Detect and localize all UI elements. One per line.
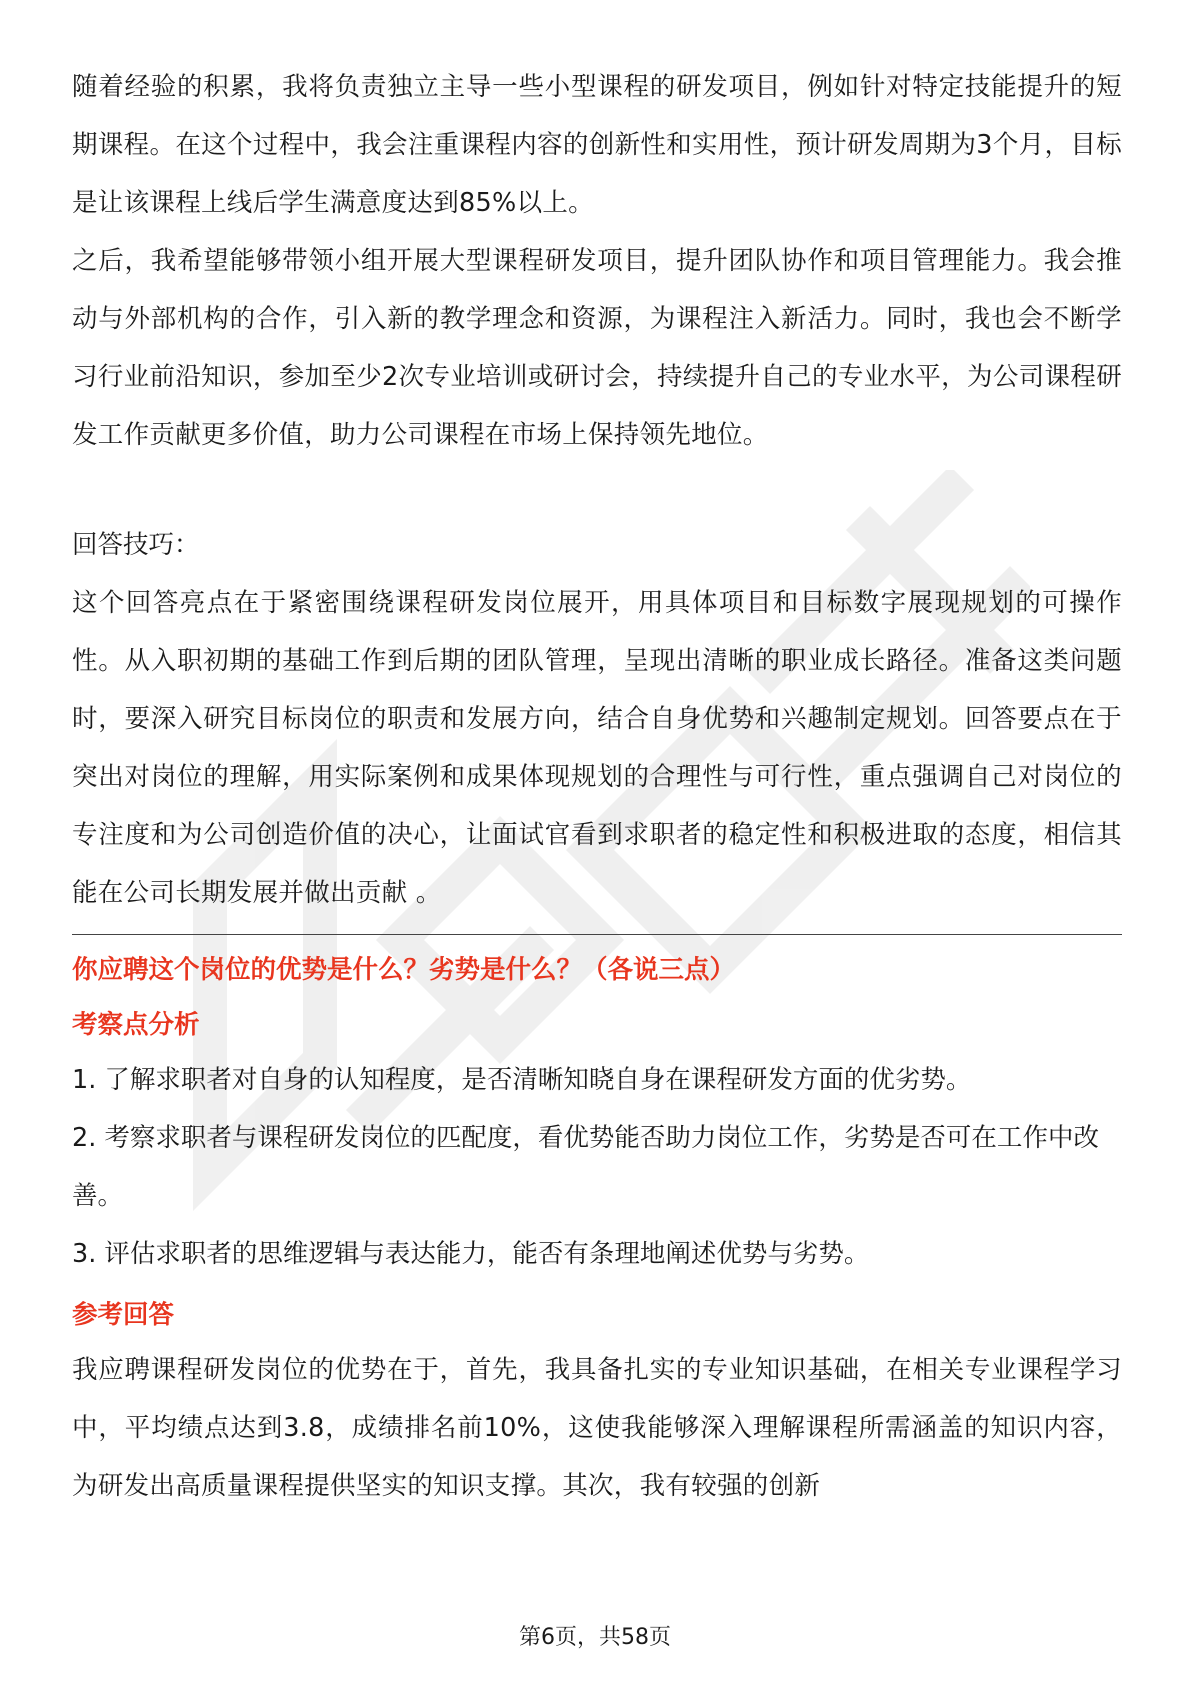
analysis-item-1: 1. 了解求职者对自身的认知程度，是否清晰知晓自身在课程研发方面的优劣势。 xyxy=(72,1065,972,1095)
page-content xyxy=(72,58,1122,1515)
analysis-title: 考察点分析 xyxy=(72,1010,200,1040)
reference-text: 我应聘课程研发岗位的优势在于，首先，我具备扎实的专业知识基础，在相关专业课程学习中，平均绩点达到3.8，成绩排名前10%，这使我能够深入理解课程所需涵盖的知识内容，为研发出高质量课程提供坚实的知识支撑。其次，我有较强的创新 xyxy=(72,1355,1122,1501)
paragraph-plan-late: 之后，我希望能够带领小组开展大型课程研发项目，提升团队协作和项目管理能力。我会推动与外部机构的合作，引入新的教学理念和资源，为课程注入新活力。同时，我也会不断学习行业前沿知识，参加至少2次专业培训或研讨会，持续提升自己的专业水平，为公司课程研发工作贡献更多价值，助力公司课程在市场上保持领先地位。 xyxy=(72,246,1122,450)
analysis-item-3: 3. 评估求职者的思维逻辑与表达能力，能否有条理地阐述优势与劣势。 xyxy=(72,1239,870,1269)
tips-text: 这个回答亮点在于紧密围绕课程研发岗位展开，用具体项目和目标数字展现规划的可操作性。从入职初期的基础工作到后期的团队管理，呈现出清晰的职业成长路径。准备这类问题时，要深入研究目标岗位的职责和发展方向，结合自身优势和兴趣制定规划。回答要点在于突出对岗位的理解，用实际案例和成果体现规划的合理性与可行性，重点强调自己对岗位的专注度和为公司创造价值的决心，让面试官看到求职者的稳定性和积极进取的态度，相信其能在公司长期发展并做出贡献 。 xyxy=(72,588,1122,908)
reference-title: 参考回答 xyxy=(72,1300,175,1330)
page-number: 第6页，共58页 xyxy=(519,1625,671,1650)
tips-label: 回答技巧： xyxy=(72,530,200,560)
analysis-item-2: 2. 考察求职者与课程研发岗位的匹配度，看优势能否助力岗位工作，劣势是否可在工作中改善。 xyxy=(72,1123,1099,1211)
question-heading: 你应聘这个岗位的优势是什么？劣势是什么？（各说三点） xyxy=(72,955,736,985)
section-divider xyxy=(72,934,1122,935)
paragraph-plan-mid: 随着经验的积累，我将负责独立主导一些小型课程的研发项目，例如针对特定技能提升的短期课程。在这个过程中，我会注重课程内容的创新性和实用性，预计研发周期为3个月，目标是让该课程上线后学生满意度达到85%以上。 xyxy=(72,72,1122,218)
